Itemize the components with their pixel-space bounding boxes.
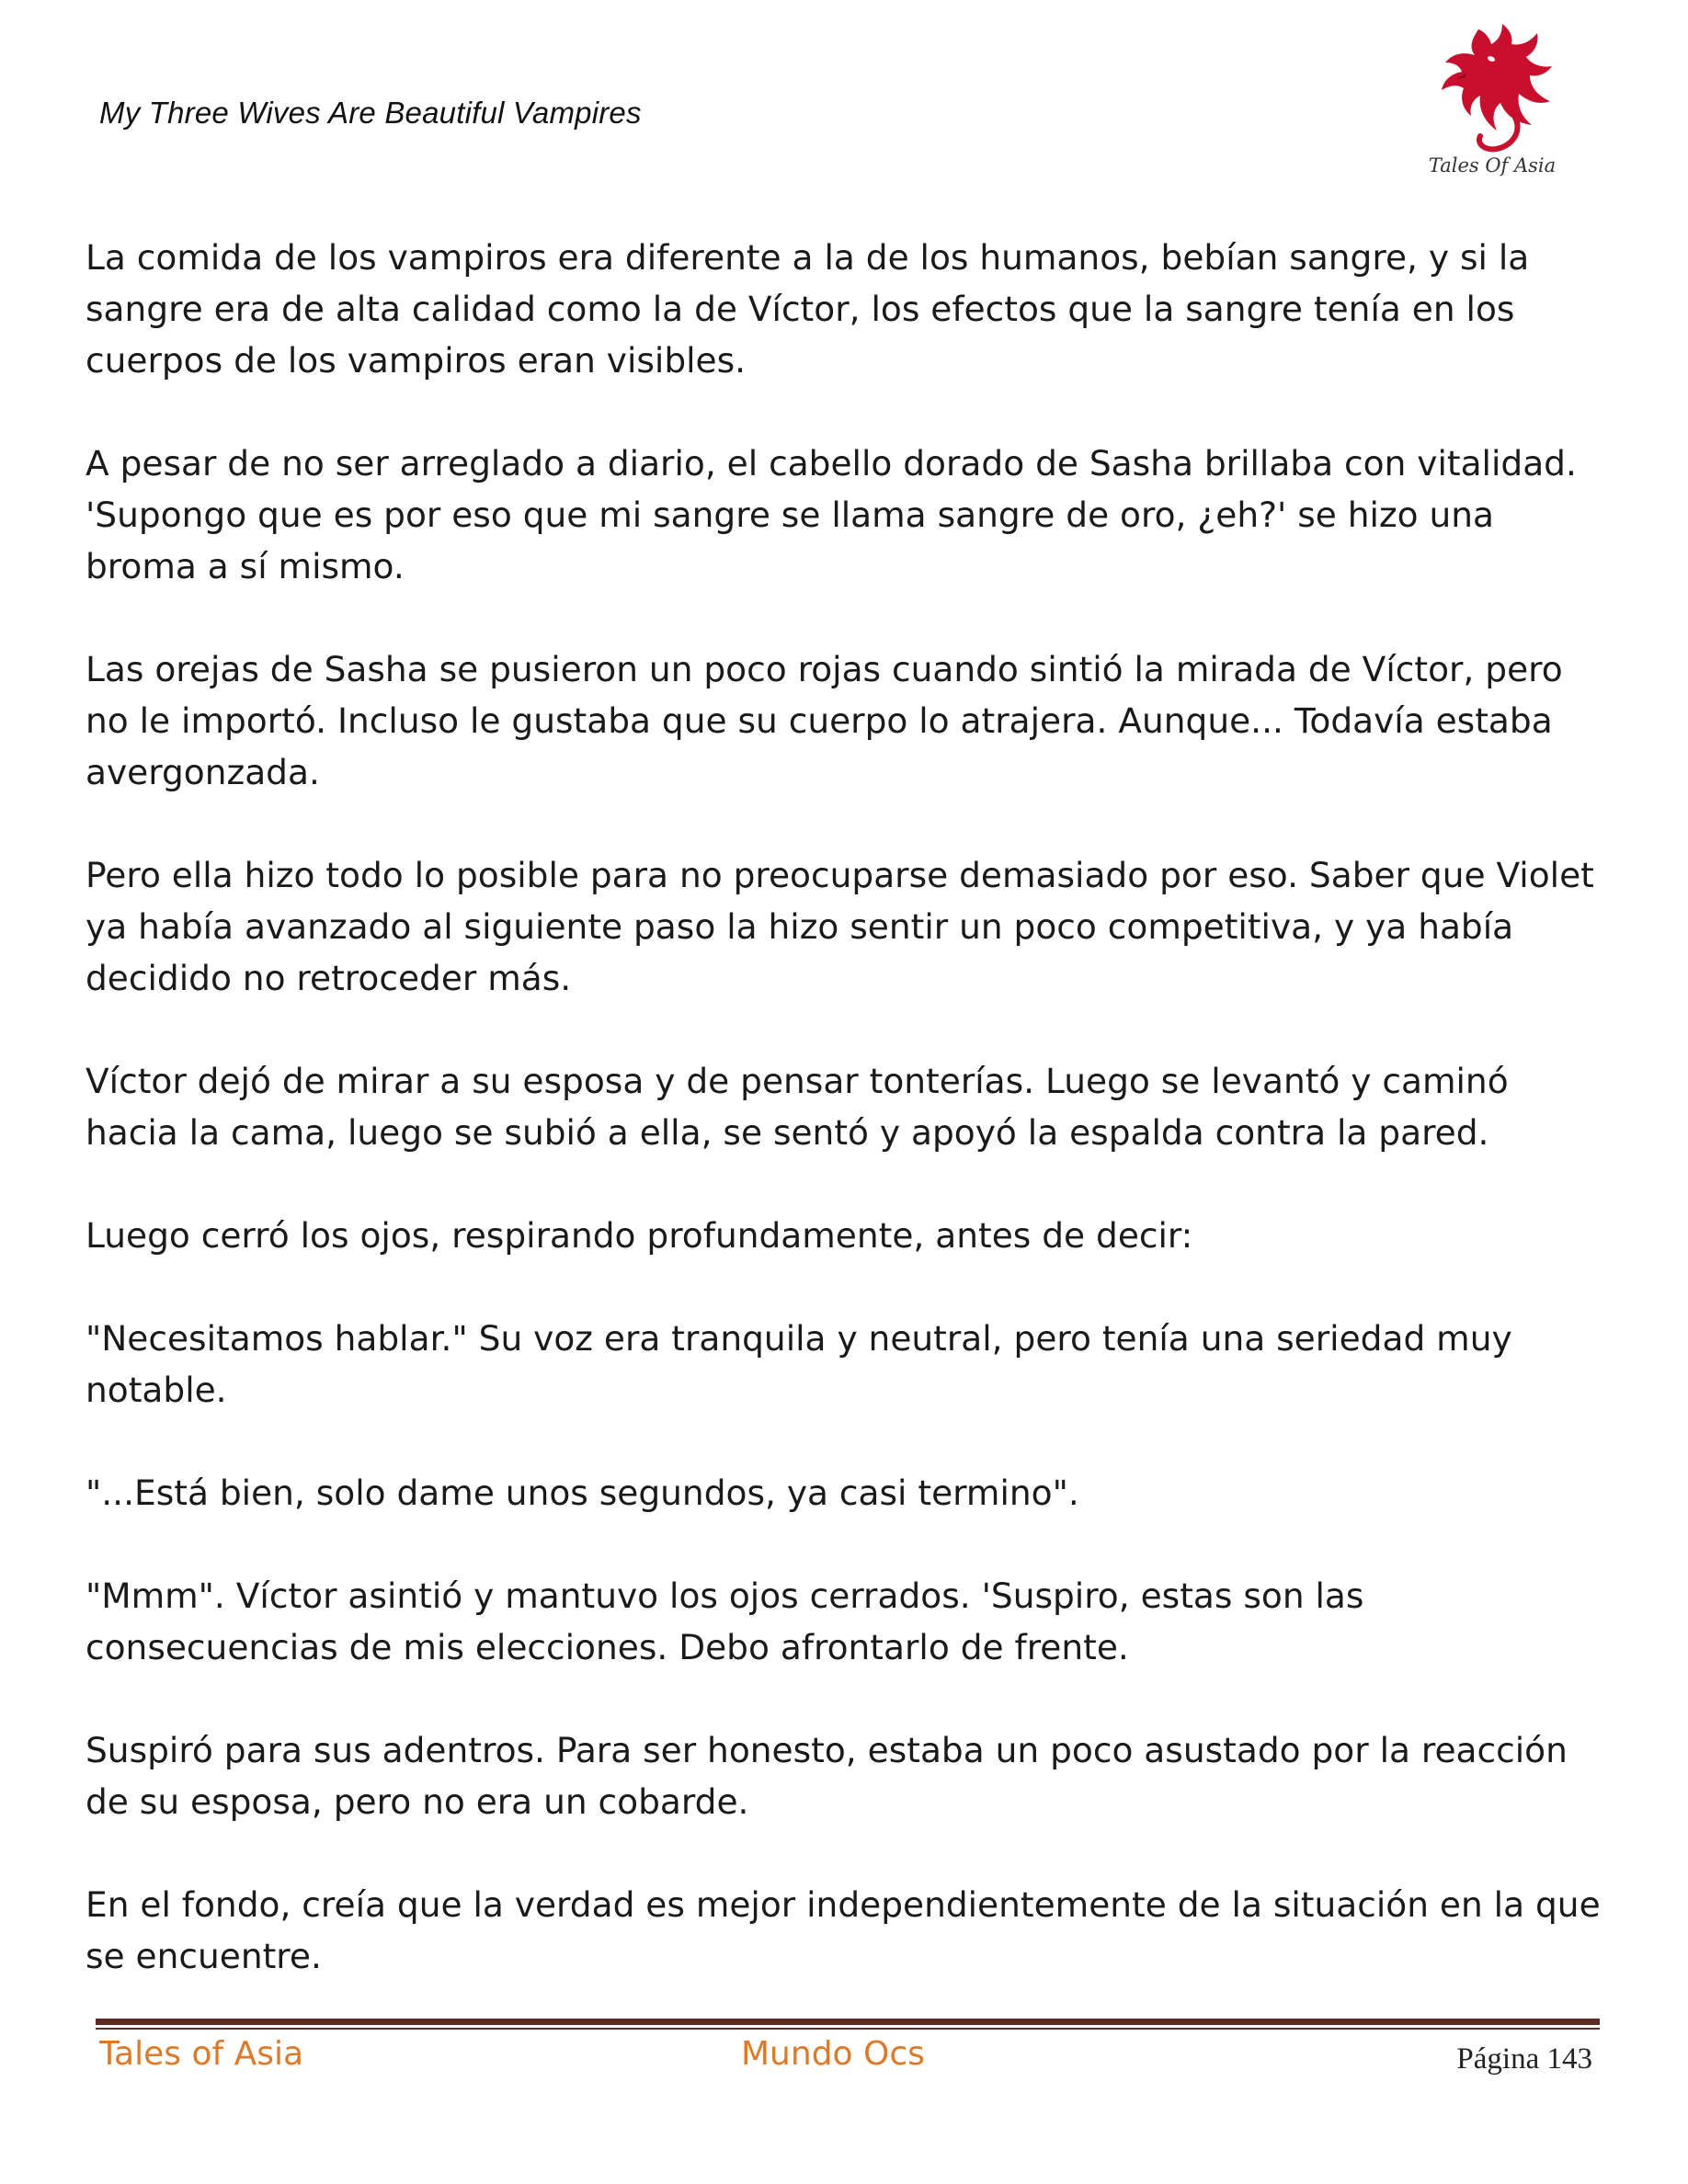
paragraph: A pesar de no ser arreglado a diario, el cabello dorado de Sasha brillaba con vitalidad. 'Supongo que es por eso que mi sangre se llama sangre de oro, ¿eh?' se hizo una broma a sí mismo. [86,443,1577,586]
red-dragon-icon [1423,20,1561,158]
footer-publisher: Tales of Asia [99,2035,304,2073]
logo-text: Tales Of Asia [1428,154,1557,176]
footer-divider [96,2019,1600,2030]
chapter-body [86,232,1612,2033]
footer-section: Mundo Ocs [741,2035,925,2073]
book-title: My Three Wives Are Beautiful Vampires [99,96,642,130]
paragraph: "Mmm". Víctor asintió y mantuvo los ojos cerrados. 'Suspiro, estas son las consecuencias de mis elecciones. Debo afrontarlo de frente. [86,1575,1364,1667]
paragraph: Pero ella hizo todo lo posible para no preocuparse demasiado por eso. Saber que Violet ya había avanzado al siguiente paso la hizo sentir un poco competitiva, y ya había decidido no retroceder más. [86,855,1594,998]
paragraph: Suspiró para sus adentros. Para ser honesto, estaba un poco asustado por la reacción de su esposa, pero no era un cobarde. [86,1730,1568,1822]
paragraph: Luego cerró los ojos, respirando profundamente, antes de decir: [86,1215,1193,1256]
paragraph: "...Está bien, solo dame unos segundos, ya casi termino". [86,1473,1079,1513]
paragraph: La comida de los vampiros era diferente a la de los humanos, bebían sangre, y si la sangre era de alta calidad como la de Víctor, los efectos que la sangre tenía en los cuerpos de los vampiros eran visibles. [86,237,1530,381]
tales-of-asia-logo [1423,20,1561,184]
page-number: Página 143 [1456,2042,1592,2076]
paragraph: Víctor dejó de mirar a su esposa y de pensar tonterías. Luego se levantó y caminó hacia la cama, luego se subió a ella, se sentó y apoyó la espalda contra la pared. [86,1061,1509,1153]
paragraph: "Necesitamos hablar." Su voz era tranquila y neutral, pero tenía una seriedad muy notable. [86,1318,1512,1410]
paragraph: En el fondo, creía que la verdad es mejor independientemente de la situación en la que se encuentre. [86,1884,1601,1976]
paragraph: Las orejas de Sasha se pusieron un poco rojas cuando sintió la mirada de Víctor, pero no le importó. Incluso le gustaba que su cuerpo lo atrajera. Aunque... Todavía estaba avergonzada. [86,649,1563,792]
